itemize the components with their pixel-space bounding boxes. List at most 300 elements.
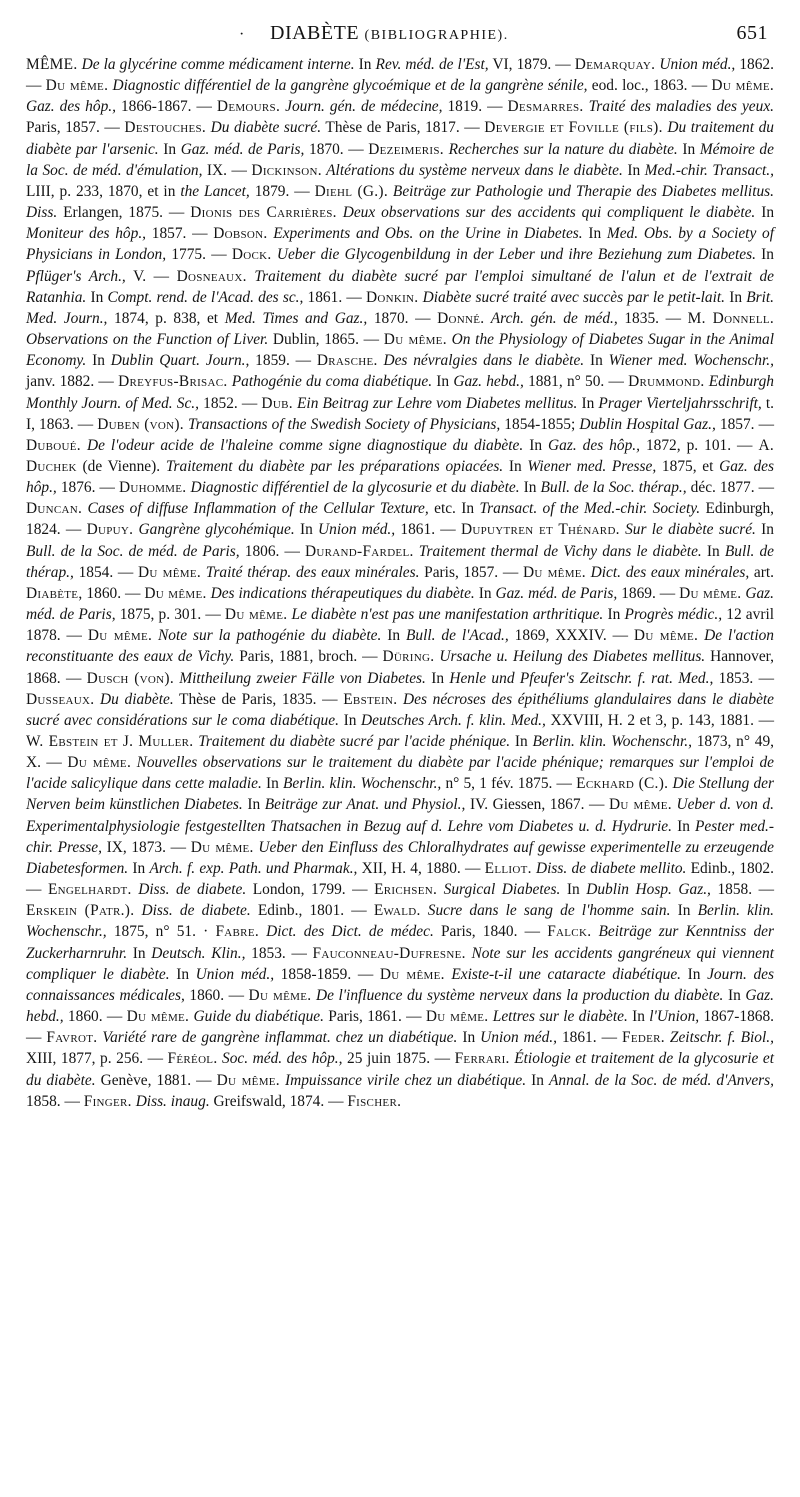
entry-author: Diabète, bbox=[26, 584, 83, 602]
entry-title: Wiener med. Presse, bbox=[527, 457, 657, 475]
entry-text: 1860. — bbox=[63, 1008, 127, 1026]
entry-text: déc. 1877. — bbox=[686, 479, 774, 497]
bib-entry bbox=[437, 310, 688, 327]
entry-title: Pflüger's Arch., bbox=[26, 267, 126, 285]
entry-text: 1860. — bbox=[82, 584, 145, 602]
entry-text: 1854. — bbox=[73, 563, 139, 581]
entry-title: Beiträge zur Pathologie und Therapie des Diabetes mellitus. Diss. bbox=[26, 182, 774, 222]
entry-title: Deux observations sur des accidents qui compliquent le diabète. bbox=[336, 204, 756, 222]
entry-text: In bbox=[503, 457, 528, 475]
entry-text: In bbox=[169, 965, 196, 983]
entry-author: Du même. bbox=[126, 1008, 190, 1026]
entry-title: Moniteur des hôp., bbox=[26, 225, 147, 243]
entry-title: Dublin Hospital Gaz., bbox=[579, 415, 716, 433]
bib-entry bbox=[215, 923, 547, 940]
entry-text: 1861. — bbox=[556, 1029, 622, 1047]
bib-entry bbox=[87, 670, 774, 687]
running-header bbox=[26, 22, 774, 54]
entry-text: 1879. — bbox=[249, 182, 315, 200]
bib-entry bbox=[119, 479, 774, 496]
entry-author: Dupuy. bbox=[86, 521, 134, 539]
page-number: 651 bbox=[736, 22, 768, 44]
entry-text: In bbox=[627, 1008, 650, 1026]
entry-author: Du même. bbox=[224, 606, 288, 624]
entry-text: janv. 1882. — bbox=[26, 373, 119, 391]
entry-text: In bbox=[560, 881, 587, 899]
entry-text: In bbox=[603, 606, 625, 624]
bib-entry bbox=[26, 691, 343, 708]
entry-title: Traitement thermal de Vichy dans le diabète. bbox=[413, 542, 702, 560]
entry-title: Berlin. klin. Wochenschr., bbox=[283, 775, 442, 793]
entry-author: Durand-Fardel. bbox=[305, 542, 414, 560]
entry-text: London, 1799. — bbox=[246, 881, 375, 899]
entry-title: l'Union, bbox=[649, 1008, 700, 1026]
bib-entry bbox=[26, 543, 774, 666]
header-subtitle: (BIBLIOGRAPHIE). bbox=[364, 28, 509, 43]
entry-title: Bull. de la Soc. de méd. de Paris, bbox=[26, 542, 240, 560]
entry-text: VI, 1879. — bbox=[488, 56, 575, 73]
entry-text: 1858-1859. — bbox=[274, 965, 380, 983]
entry-text: XII, H. 4, 1880. — bbox=[357, 859, 485, 877]
entry-author: Erichsen. bbox=[374, 881, 438, 899]
entry-title: Note sur la pathogénie du diabète. bbox=[152, 627, 382, 645]
entry-title: Bull. de la Soc. thérap., bbox=[540, 479, 687, 497]
entry-text: art. bbox=[749, 563, 775, 581]
entry-title: Nouvelles observations sur le traitement du diabète par l'acide phénique; remarques sur l'emploi de l'acide salicylique dans cette maladie. bbox=[26, 754, 774, 793]
entry-title: Variété rare de gangrène inflammat. chez un diabétique. bbox=[97, 1029, 458, 1047]
entry-text: Paris, 1857. — bbox=[419, 563, 523, 581]
entry-text: 1875, et bbox=[656, 457, 720, 475]
entry-title: Compt. rend. de l'Acad. des sc., bbox=[107, 288, 304, 306]
entry-title: Med. Times and Gaz., bbox=[224, 309, 368, 327]
entry-text: n° 5, 1 fév. 1875. — bbox=[441, 775, 577, 793]
entry-title: Transactions of the Swedish Society of Physicians, bbox=[183, 415, 501, 433]
entry-text: (de Vienne). bbox=[76, 457, 166, 475]
entry-author: Desmarres. bbox=[507, 98, 584, 116]
entry-text: 1881, n° 50. — bbox=[523, 373, 629, 391]
entry-title: Du diabète sucré. bbox=[206, 119, 322, 137]
entry-text: 1853. — bbox=[245, 944, 313, 962]
entry-title: Die Stellung der Nerven beim künstlichen Diabetes. bbox=[26, 775, 774, 814]
entry-author: Ewald. bbox=[373, 902, 421, 920]
entry-title: Note sur les accidents gangréneux qui viennent compliquer le diabète. bbox=[26, 944, 774, 983]
entry-title: Sucre dans le sang de l'homme sain. bbox=[420, 902, 671, 920]
bib-entry bbox=[374, 881, 774, 898]
entry-title: Beiträge zur Anat. und Physiol., bbox=[264, 796, 466, 814]
entry-author: Falck. bbox=[547, 923, 592, 941]
entry-author: Ebstein. bbox=[343, 690, 398, 708]
entry-text: Paris, 1857. — bbox=[26, 119, 125, 137]
entry-author: Du même. bbox=[87, 627, 153, 645]
entry-text: Erlangen, 1875. — bbox=[57, 204, 191, 222]
entry-title: Dublin Quart. Journ., bbox=[110, 352, 250, 370]
entry-author: Du même. bbox=[633, 627, 699, 645]
bib-entry bbox=[124, 119, 484, 136]
entry-title: Des nécroses des épithéliums glandulaires dans le diabète sucré avec considérations sur le coma diabétique. bbox=[26, 690, 775, 729]
entry-author: Dupuytren et Thénard. bbox=[460, 521, 620, 539]
entry-author: Dickinson. bbox=[251, 161, 322, 179]
entry-author: Erskein (Patr.). bbox=[26, 902, 135, 920]
entry-title: Gangrène glycohémique. bbox=[133, 521, 295, 539]
entry-text: In bbox=[755, 204, 775, 222]
entry-text: 1861. — bbox=[303, 288, 366, 306]
entry-text: IX. — bbox=[202, 161, 252, 179]
entry-text: In bbox=[381, 627, 406, 645]
entry-title: Dict. des eaux minérales, bbox=[585, 563, 750, 581]
entry-text: 1853. — bbox=[713, 669, 774, 687]
entry-title: Beiträge zur Kenntniss der Zuckerharnruhr. bbox=[26, 923, 774, 962]
entry-text: Edinb., 1801. — bbox=[250, 902, 374, 920]
entry-author: Donkin. bbox=[365, 288, 419, 306]
entry-text: In bbox=[671, 817, 695, 835]
entry-text: In bbox=[432, 373, 454, 391]
entry-title: Traitement du diabète sucré par l'emploi simultané de l'alun et de l'extrait de Ratanhia. bbox=[26, 267, 774, 306]
entry-title: Rev. méd. de l'Est, bbox=[375, 56, 489, 73]
entry-title: the Lancet, bbox=[180, 182, 250, 200]
entry-author: Du même. bbox=[379, 965, 445, 983]
entry-title: De la glycérine comme médicament interne. bbox=[77, 56, 355, 73]
entry-author: Du même. bbox=[425, 1008, 489, 1026]
entry-text: V. — bbox=[125, 267, 177, 285]
entry-text: In bbox=[725, 288, 747, 306]
entry-text: In bbox=[338, 711, 362, 729]
entry-title: Gaz. des hôp., bbox=[548, 436, 640, 454]
entry-title: Des indications thérapeutiques du diabète. bbox=[206, 584, 475, 602]
entry-author: Dusch (von). bbox=[86, 669, 174, 687]
entry-author: Duhomme. bbox=[118, 479, 187, 497]
entry-text: In bbox=[242, 796, 265, 814]
entry-author: Du même. bbox=[190, 838, 254, 856]
entry-text: In bbox=[755, 246, 775, 264]
entry-text: Paris, 1881, broch. — bbox=[234, 648, 383, 666]
entry-text: 1869, XXXIV. — bbox=[508, 627, 634, 645]
entry-title: De l'odeur acide de l'haleine comme signe diagnostique du diabète. bbox=[80, 436, 524, 454]
entry-title: Journ. des connaissances médicales, bbox=[26, 965, 774, 1004]
entry-text: 1870. — bbox=[367, 309, 438, 327]
entry-text: In bbox=[158, 140, 181, 158]
entry-title: Zeitschr. f. Biol., bbox=[664, 1029, 774, 1047]
entry-text: In bbox=[670, 902, 698, 920]
entry-text: 1835. — bbox=[617, 309, 688, 327]
bib-entry bbox=[217, 98, 508, 115]
entry-text: 1875, p. 301. — bbox=[115, 606, 225, 624]
entry-title: Berlin. klin. Wochenschr., bbox=[532, 733, 692, 750]
entry-author: M. Donnell. bbox=[687, 309, 775, 327]
header-title-main: DIABÈTE bbox=[270, 22, 360, 44]
bib-entry bbox=[168, 1050, 455, 1067]
entry-text: In bbox=[584, 352, 609, 370]
entry-author: Demarquay. bbox=[574, 56, 656, 73]
entry-author: Demours. bbox=[216, 98, 281, 116]
entry-text: 1859. — bbox=[249, 352, 317, 370]
entry-author: Du même. bbox=[711, 77, 774, 95]
entry-title: Lettres sur le diabète. bbox=[488, 1008, 628, 1026]
entry-author: Engelhardt. bbox=[47, 881, 132, 899]
entry-title: Ursache u. Heilung des Diabetes mellitus. bbox=[434, 648, 706, 666]
entry-title: Traitement du diabète sucré par l'acide phénique. bbox=[193, 733, 511, 750]
entry-text: 1862. — bbox=[26, 56, 774, 95]
entry-title: Impuissance virile chez un diabétique. bbox=[279, 1071, 527, 1089]
entry-author: Duncan. bbox=[26, 500, 83, 518]
entry-text: In bbox=[723, 986, 746, 1004]
entry-text: Paris, 1861. — bbox=[323, 1008, 426, 1026]
entry-text: t. I, 1863. — bbox=[26, 394, 774, 433]
entry-author: Fabre. bbox=[215, 923, 259, 941]
bib-entry bbox=[97, 416, 774, 433]
entry-title: Pester med.-chir. Presse, bbox=[26, 817, 774, 856]
entry-title: Edinburgh Monthly Journ. of Med. Sc., bbox=[26, 373, 774, 412]
entry-title: Recherches sur la nature du diabète. bbox=[443, 140, 678, 158]
entry-author: Du même. bbox=[45, 77, 109, 95]
header-dot: · bbox=[239, 26, 245, 43]
entry-author: Du même. bbox=[138, 563, 202, 581]
entry-title: On the Physiology of Diabetes Sugar in the Animal Economy. bbox=[26, 331, 774, 370]
entry-author: Du même. bbox=[608, 796, 672, 814]
entry-text: In bbox=[519, 479, 541, 497]
entry-text: IV. Giessen, 1867. — bbox=[465, 796, 609, 814]
entry-title: Le diabète n'est pas une manifestation arthritique. bbox=[287, 606, 604, 624]
entry-title: Bull. de thérap., bbox=[26, 542, 774, 581]
entry-text: Thèse de Paris, 1817. — bbox=[321, 119, 485, 137]
entry-title: Gaz. des hôp., bbox=[26, 98, 116, 116]
entry-text: 1819. — bbox=[442, 98, 508, 116]
entry-text: Thèse de Paris, 1835. — bbox=[173, 690, 344, 708]
entry-author: Fischer. bbox=[347, 1092, 402, 1110]
entry-author: Drummond. bbox=[628, 373, 705, 391]
entry-text: Paris, 1840. — bbox=[433, 923, 548, 941]
entry-title: Med.-chir. Transact., bbox=[644, 161, 774, 179]
entry-title: Traitement du diabète par les préparations opiacées. bbox=[165, 457, 504, 475]
entry-title: Diagnostic différentiel de la glycosurie et du diabète. bbox=[186, 479, 520, 497]
entry-text: 1875, n° 51. · bbox=[106, 923, 216, 941]
entry-title: Étiologie et traitement de la glycosurie et du diabète. bbox=[26, 1050, 774, 1089]
entry-title: Diss. de diabete. bbox=[131, 881, 247, 899]
entry-title: Dict. des Dict. de médec. bbox=[258, 923, 434, 941]
bib-entry bbox=[347, 1093, 401, 1110]
bib-entry bbox=[48, 881, 374, 898]
entry-title: Deutsch. Klin., bbox=[151, 944, 246, 962]
entry-author: Diehl (G.). bbox=[314, 182, 388, 200]
bib-entry bbox=[26, 56, 575, 73]
entry-title: Ueber die Glycogenbildung in der Leber und ihre Beziehung zum Diabetes. bbox=[271, 246, 756, 264]
entry-title: Diagnostic différentiel de la gangrène glycoémique et de la gangrène sénile, bbox=[108, 77, 588, 95]
page bbox=[26, 22, 774, 1112]
entry-title: Traité des maladies des yeux. bbox=[583, 98, 775, 116]
entry-text: In bbox=[128, 859, 150, 877]
entry-author: Finger. bbox=[83, 1092, 132, 1110]
entry-text: 1861. — bbox=[395, 521, 461, 539]
entry-text: XXVIII, H. 2 et 3, p. 143, 1881. — bbox=[545, 711, 774, 729]
entry-title: Union méd., bbox=[195, 965, 275, 983]
entry-author: Ferrari. bbox=[454, 1050, 510, 1068]
entry-title: Altérations du système nerveux dans le diabète. bbox=[321, 161, 623, 179]
entry-text: 1857. — bbox=[146, 225, 214, 243]
bib-entry bbox=[46, 1029, 622, 1046]
entry-text: In bbox=[582, 225, 607, 243]
entry-text: 1870. — bbox=[304, 140, 369, 158]
entry-title: Traité thérap. des eaux minérales. bbox=[201, 563, 420, 581]
entry-title: Arch. f. exp. Path. und Pharmak., bbox=[149, 859, 358, 877]
entry-title: Mémoire de la Soc. de méd. d'émulation, bbox=[26, 140, 774, 179]
entry-title: Observations on the Function of Liver. bbox=[26, 331, 269, 349]
entry-text: 1873, n° 49, X. — bbox=[26, 733, 774, 772]
entry-text: Edinburgh, 1824. — bbox=[26, 500, 774, 539]
entry-author: Eckhard (C.). bbox=[576, 775, 669, 793]
entry-title: Transact. of the Med.-chir. Society. bbox=[479, 500, 701, 518]
entry-author: Du même. bbox=[67, 754, 132, 772]
entry-text: In bbox=[510, 733, 533, 750]
entry-text: 1854-1855; bbox=[500, 415, 580, 433]
entry-title: Journ. gén. de médecine, bbox=[280, 98, 443, 116]
entry-title: Brit. Med. Journ., bbox=[26, 288, 774, 327]
entry-title: Union méd., bbox=[655, 56, 736, 73]
entry-author: Duben (von). bbox=[97, 415, 184, 433]
entry-text: LIII, p. 233, 1870, et in bbox=[26, 182, 181, 200]
entry-author: MÊME. bbox=[26, 56, 78, 73]
bib-entry bbox=[84, 1093, 348, 1110]
bib-entry bbox=[87, 521, 461, 538]
bib-entry bbox=[26, 437, 758, 454]
entry-author: Dusseaux. bbox=[26, 690, 95, 708]
entry-title: Bull. de l'Acad., bbox=[405, 627, 509, 645]
entry-title: Du traitement du diabète par l'arsenic. bbox=[26, 119, 774, 158]
entry-text: In bbox=[457, 1029, 481, 1047]
entry-title: Mittheilung zweier Fälle von Diabetes. bbox=[173, 669, 426, 687]
entry-author: Du même. bbox=[383, 331, 447, 349]
entry-text: 1872, p. 101. — bbox=[639, 436, 759, 454]
entry-author: Favrot. bbox=[46, 1029, 98, 1047]
entry-text: Hannover, 1868. — bbox=[26, 648, 775, 687]
bibliography-text bbox=[26, 54, 774, 1112]
entry-text: In bbox=[294, 521, 319, 539]
entry-title: Annal. de la Soc. de méd. d'Anvers, bbox=[549, 1071, 774, 1089]
entry-text: In bbox=[622, 161, 645, 179]
entry-author: Du même. bbox=[679, 584, 742, 602]
bib-entry bbox=[118, 373, 628, 390]
entry-author: Dionis des Carrières. bbox=[190, 204, 337, 222]
entry-title: Diss. inaug. bbox=[131, 1092, 210, 1110]
entry-text: 1852. — bbox=[198, 394, 262, 412]
entry-title: Diss. de diabete. bbox=[134, 902, 251, 920]
entry-text: XIII, 1877, p. 256. — bbox=[26, 1050, 168, 1068]
entry-title: Wiener med. Wochenschr., bbox=[608, 352, 774, 370]
entry-author: W. Ebstein et J. Muller. bbox=[26, 733, 194, 750]
entry-author: Dub. bbox=[261, 394, 293, 412]
entry-text: In bbox=[577, 394, 599, 412]
header-title bbox=[270, 22, 509, 45]
entry-text: In bbox=[86, 288, 108, 306]
entry-title: Gaz. des hôp., bbox=[26, 457, 774, 497]
entry-text: In bbox=[701, 542, 725, 560]
entry-text: In bbox=[526, 1071, 549, 1089]
entry-title: Cases of diffuse Inflammation of the Cellular Texture, bbox=[82, 500, 429, 518]
entry-text: 1869. — bbox=[617, 584, 680, 602]
entry-text: 1806. — bbox=[239, 542, 305, 560]
entry-text: Greifswald, 1874. — bbox=[209, 1092, 348, 1110]
entry-author: Du même. bbox=[144, 584, 207, 602]
entry-text: 1867-1868. — bbox=[26, 1008, 774, 1047]
entry-text: In bbox=[755, 521, 774, 539]
entry-title: Union méd., bbox=[480, 1029, 557, 1047]
entry-text: 25 juin 1875. — bbox=[342, 1050, 455, 1068]
entry-author: A. Duchek bbox=[26, 436, 775, 475]
entry-title: Surgical Diabetes. bbox=[437, 881, 561, 899]
entry-text: 12 avril 1878. — bbox=[26, 606, 775, 645]
entry-title: Sur le diabète sucré. bbox=[619, 521, 756, 539]
entry-title: Prager Vierteljahrsschrift, bbox=[598, 394, 762, 412]
entry-title: De l'action reconstituante des eaux de Vichy. bbox=[26, 627, 774, 666]
entry-title: Gaz. hebd., bbox=[26, 986, 774, 1026]
entry-title: Gaz. hebd., bbox=[453, 373, 524, 391]
entry-text: 1876. — bbox=[56, 479, 119, 497]
entry-author: Dezeimeris. bbox=[368, 140, 444, 158]
entry-author: Du même. bbox=[248, 986, 312, 1004]
entry-author: Elliot. bbox=[484, 859, 532, 877]
entry-text: 1857. — bbox=[715, 415, 774, 433]
entry-title: Guide du diabétique. bbox=[189, 1008, 324, 1026]
entry-text: In bbox=[677, 140, 700, 158]
entry-title: Arch. gén. de méd., bbox=[484, 309, 618, 327]
entry-author: Féréol. bbox=[167, 1050, 218, 1068]
entry-title: Ein Beitrag zur Lehre vom Diabetes mellitus. bbox=[292, 394, 578, 412]
entry-title: Dublin Hosp. Gaz., bbox=[586, 881, 711, 899]
entry-text: 1874, p. 838, et bbox=[107, 309, 225, 327]
entry-author: Dobson. bbox=[213, 225, 268, 243]
entry-text: IX, 1873. — bbox=[101, 838, 191, 856]
entry-title: Gaz. méd. de Paris, bbox=[495, 584, 618, 602]
entry-title: Existe-t-il une cataracte diabétique. bbox=[444, 965, 682, 983]
entry-title: De l'influence du système nerveux dans la production du diabète. bbox=[311, 986, 724, 1004]
entry-title: Soc. méd. des hôp., bbox=[217, 1050, 343, 1068]
entry-author: Duboué. bbox=[26, 436, 81, 454]
entry-author: Drasche. bbox=[316, 352, 378, 370]
entry-text: In bbox=[261, 775, 284, 793]
entry-text: 1860. — bbox=[184, 986, 249, 1004]
entry-title: Deutsches Arch. f. klin. Med., bbox=[361, 711, 546, 729]
entry-author: Dreyfus-Brisac. bbox=[118, 373, 228, 391]
entry-title: Ueber den Einfluss des Chloralhydrates auf gewisse experimentelle zu erzeugende Diabetesformen. bbox=[26, 838, 775, 877]
entry-text: etc. In bbox=[428, 500, 480, 518]
entry-title: Experiments and Obs. on the Urine in Diabetes. bbox=[267, 225, 583, 243]
entry-title: Pathogénie du coma diabétique. bbox=[227, 373, 433, 391]
entry-author: Donné. bbox=[437, 309, 485, 327]
entry-author: Feder. bbox=[621, 1029, 665, 1047]
entry-author: Du même. bbox=[216, 1071, 280, 1089]
entry-text: 1866-1867. — bbox=[115, 98, 217, 116]
entry-text: In bbox=[523, 436, 549, 454]
entry-title: Berlin. klin. Wochenschr., bbox=[26, 902, 775, 941]
entry-text: Edinb., 1802. — bbox=[26, 859, 774, 899]
entry-text: Dublin, 1865. — bbox=[268, 331, 384, 349]
entry-text: 1858. — bbox=[710, 881, 774, 899]
entry-title: Union méd., bbox=[318, 521, 396, 539]
entry-author: Destouches. bbox=[124, 119, 207, 137]
entry-text: In bbox=[127, 944, 152, 962]
entry-title: Diabète sucré traité avec succès par le petit-lait. bbox=[418, 288, 726, 306]
entry-text: 1858. — bbox=[26, 1092, 84, 1110]
entry-text: In bbox=[354, 56, 376, 73]
entry-author: Dock. bbox=[231, 246, 272, 264]
entry-title: Gaz. méd. de Paris, bbox=[26, 584, 774, 624]
entry-text: eod. loc., 1863. — bbox=[587, 77, 712, 95]
entry-title: Progrès médic., bbox=[624, 606, 723, 624]
entry-title: Gaz. méd. de Paris, bbox=[180, 140, 305, 158]
entry-text: 1775. — bbox=[166, 246, 232, 264]
entry-title: Med. Obs. by a Society of Physicians in London, bbox=[26, 225, 774, 264]
entry-author: Düring. bbox=[382, 648, 435, 666]
entry-title: Diss. de diabete mellito. bbox=[531, 859, 687, 877]
entry-author: Devergie et Foville (fils). bbox=[484, 119, 663, 137]
